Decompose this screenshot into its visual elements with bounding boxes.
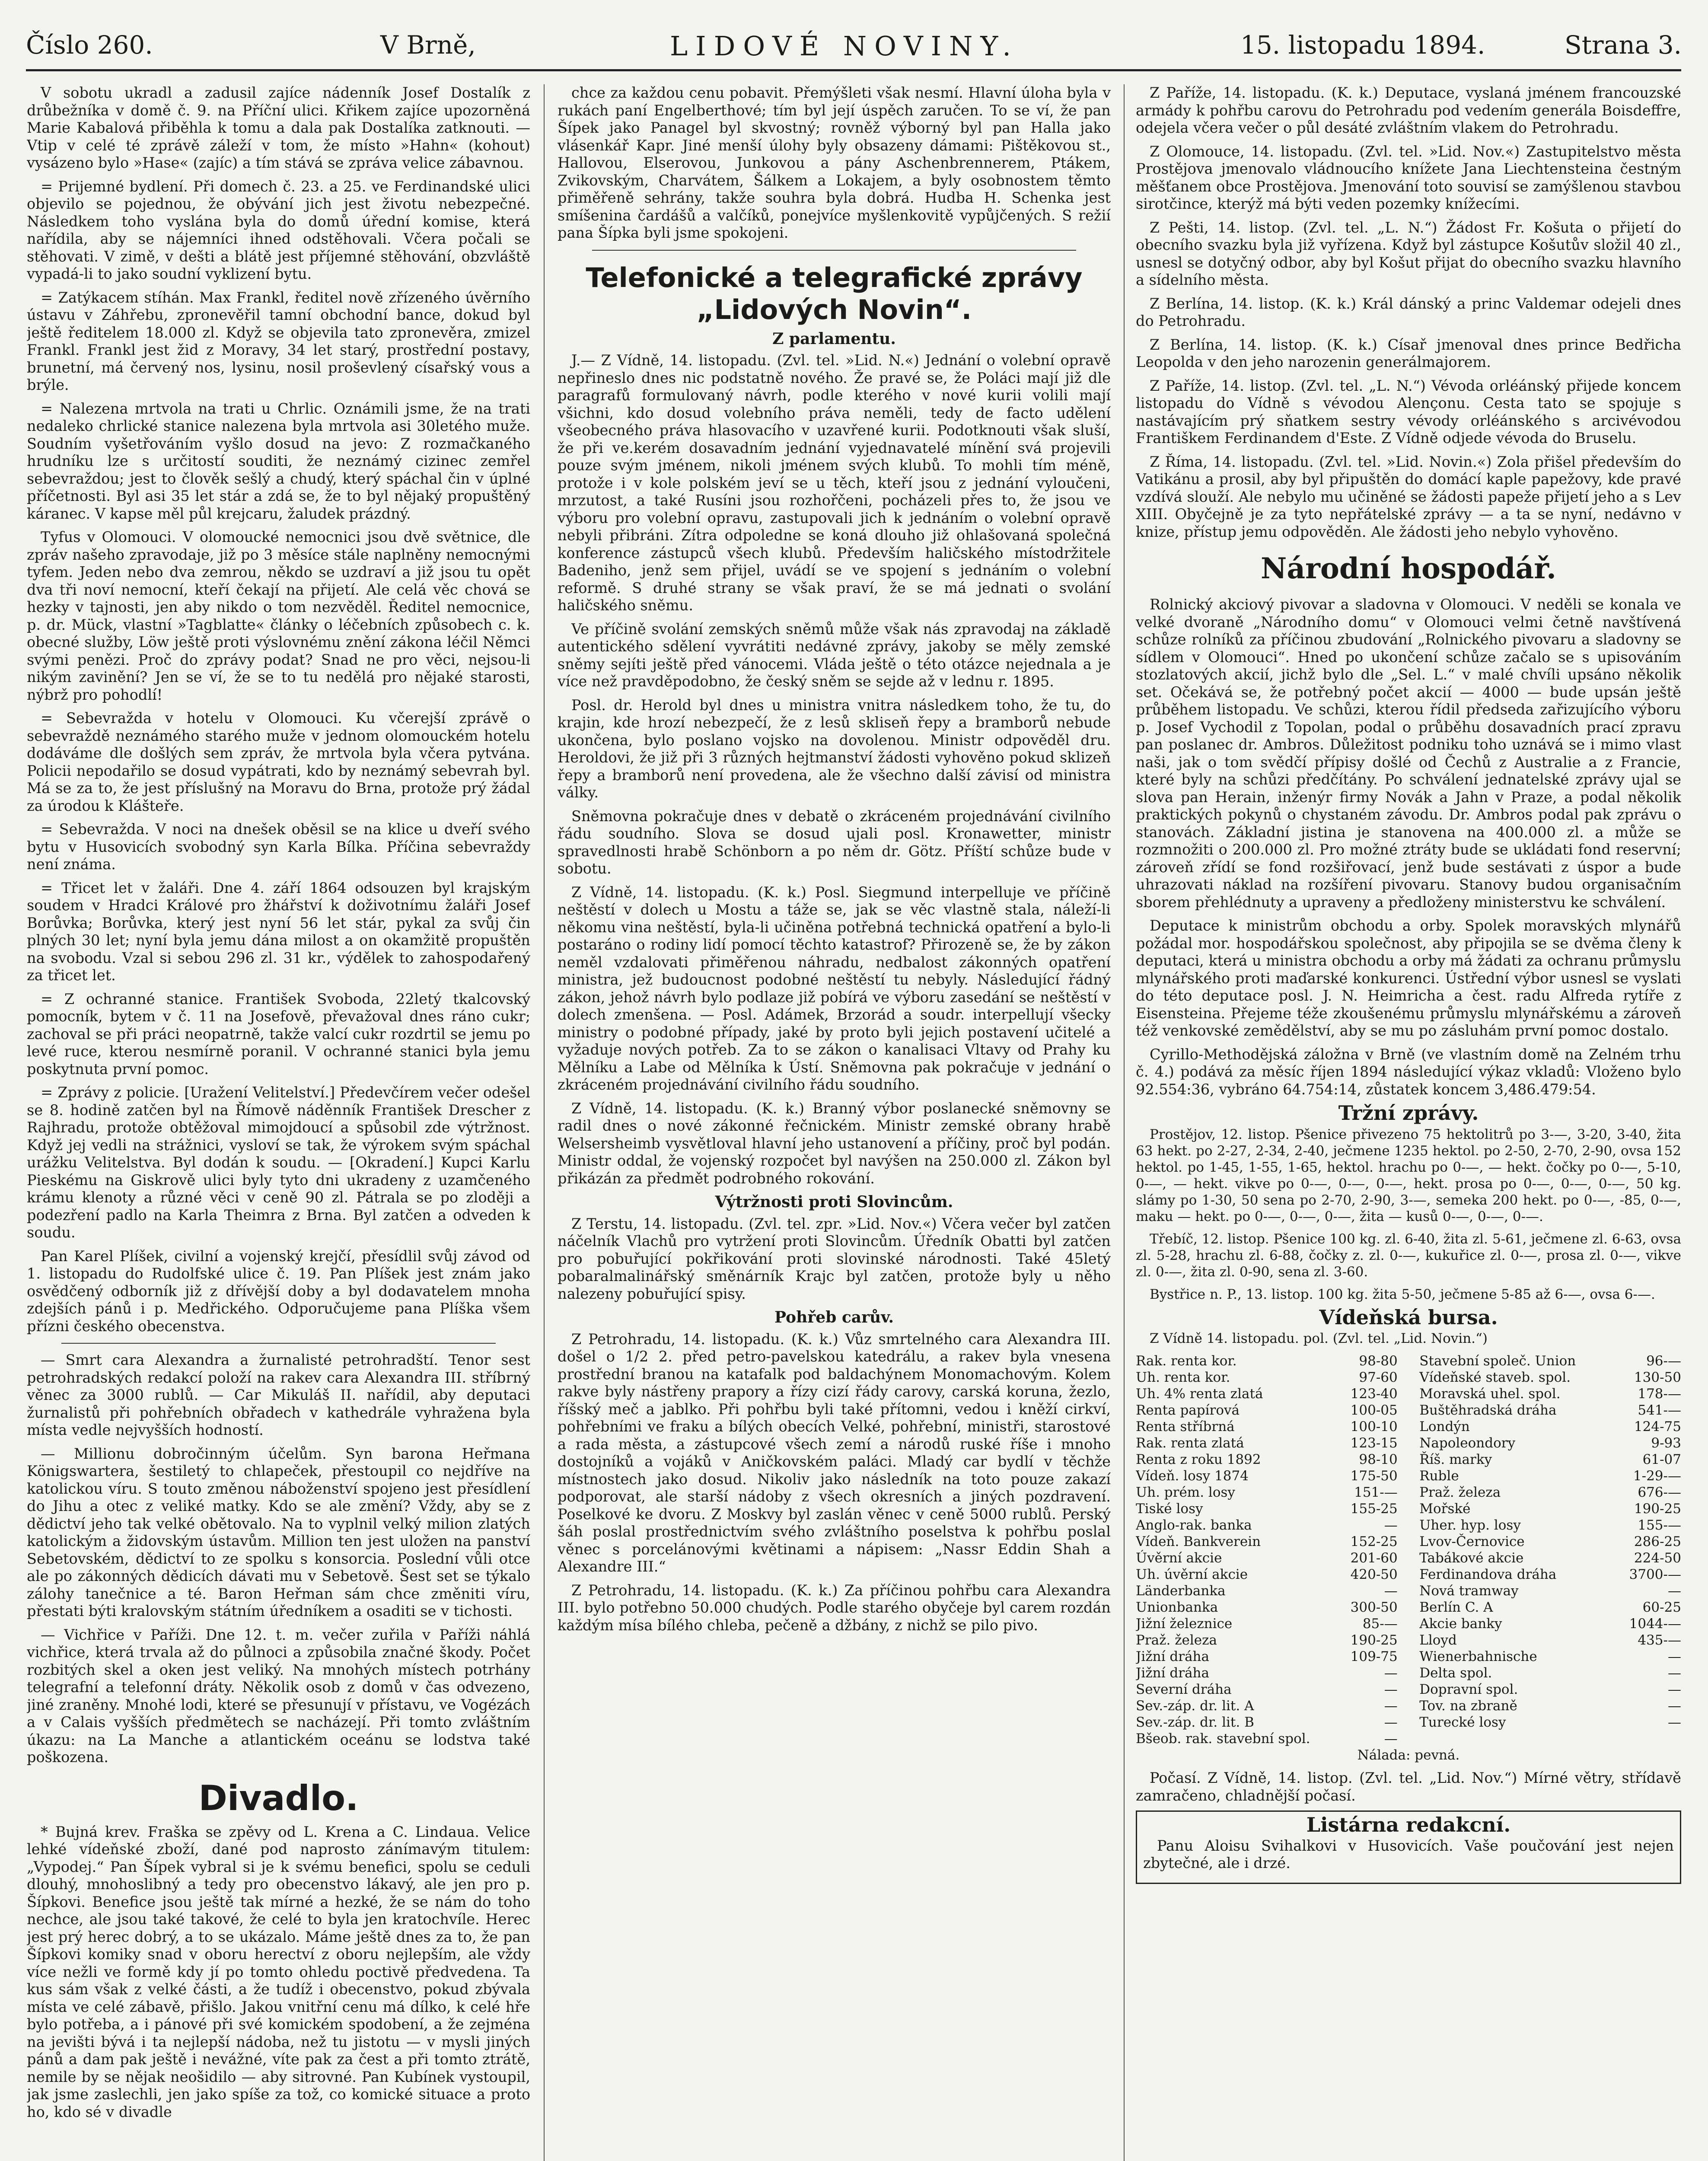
security-name: Berlín C. A (1419, 1600, 1493, 1615)
article: Deputace k ministrům obchodu a orby. Spolek moravských mlynářů požádal mor. hospodářskou společnost, aby připojila se se dvěma členy k deputaci, která u ministra obchodu a orby má žádati za ochranu průmyslu mlynářského proti maďarské konkurenci. Ústřední výbor usnesl se vyslati do této deputace posl. J. N. Heimricha a čest. radu Alfreda rytíře z Eisensteina. Přejeme téže zkoušenému průmyslu mlynářskému a zároveň též venkovské zemědělství, aby se mu po zásluhám první pomoc dostalo. (1136, 917, 1681, 1039)
security-name: Vídeňské staveb. spol. (1419, 1370, 1571, 1385)
security-name: Uh. renta kor. (1136, 1370, 1230, 1385)
bursa-cell (1136, 1698, 1398, 1714)
bursa-cell (1136, 1353, 1398, 1369)
security-name: Anglo-rak. banka (1136, 1517, 1252, 1533)
security-name: Sev.-záp. dr. lit. A (1136, 1698, 1254, 1714)
security-price: 85-— (1362, 1616, 1398, 1632)
article: Z Říma, 14. listopadu. (Zvl. tel. »Lid. Novin.«) Zola přišel především do Vatikánu a prosil, aby byl připuštěn do domácí kaple papežovy, kde pravé vzdívá slouží. Ale nebylo mu učiněné se žádosti papeže přijetí jeho a s Lev XIII. Obyčejně je za tyto nepřátelské zprávy — a ta se nyní, nedávno v knize, přístup jemu odpověděn. Ale žádosti jeho nebylo vyhověno. (1136, 453, 1681, 540)
security-price: 286-25 (1634, 1534, 1681, 1549)
security-name: Praž. železa (1136, 1632, 1217, 1648)
column-2 (558, 84, 1111, 2161)
bursa-cell (1136, 1583, 1398, 1599)
security-price: 676-— (1638, 1485, 1681, 1500)
security-price: — (1668, 1682, 1681, 1697)
bursa-row (1136, 1648, 1681, 1665)
security-price: — (1384, 1698, 1398, 1714)
article: Z Vídně, 14. listopadu. (K. k.) Branný výbor poslanecké sněmovny se radil dnes o nové zákonné řečnickém. Ministr zemské obrany hrabě Welsersheimb vysvětloval hlavní jeho ustanovení a příčiny, proč byl podán. Ministr oddal, že vojenský rozpočet byl navýšen na 250.000 zl. Zákon byl přikázán za předmět podrobného rokování. (558, 1100, 1111, 1187)
security-name: Delta spol. (1419, 1665, 1492, 1681)
security-price: 155-— (1638, 1517, 1681, 1533)
bursa-cell (1419, 1583, 1681, 1599)
bursa-table (1136, 1353, 1681, 1747)
article: Z Paříže, 14. listop. (Zvl. tel. „L. N.“) Vévoda orléánský přijede koncem listopadu do Vídně s vévodou Alençonu. Cesta tato se spojuje s nastávajícím prý sňatkem sestry vévody orléánského s arcivévodou Františkem Ferdinandem d'Este. Z Vídně odjede vévoda do Bruselu. (1136, 377, 1681, 446)
security-name: Buštěhradská dráha (1419, 1402, 1557, 1418)
bursa-row (1136, 1583, 1681, 1599)
security-price: 61-07 (1642, 1452, 1681, 1467)
security-price: — (1384, 1517, 1398, 1533)
bursa-cell (1419, 1714, 1681, 1731)
subsection-title: Výtržnosti proti Slovincům. (715, 1193, 953, 1211)
security-name: Ferdinandova dráha (1419, 1567, 1557, 1582)
bursa-cell (1419, 1681, 1681, 1698)
security-price: 1-29-— (1633, 1468, 1681, 1484)
security-name: Stavební společ. Union (1419, 1353, 1576, 1369)
security-price: — (1384, 1665, 1398, 1681)
article: Z Pešti, 14. listop. (Zvl. tel. „L. N.“) Žádost Fr. Košuta o přijetí do obecního svazku byla již vyřízena. Když byl zástupce Košutův složil 40 zl., usnesl se dotyčný odbor, aby byl Košut přijat do obecního svazku hlavního a sídelního města. (1136, 219, 1681, 288)
header-rule (26, 69, 1681, 71)
security-name: Tiské losy (1136, 1501, 1203, 1517)
article: Z Berlína, 14. listop. (K. k.) Král dánský a princ Valdemar odejeli dnes do Petrohradu. (1136, 295, 1681, 329)
column-3 (1136, 84, 1681, 2161)
security-price: 98-80 (1359, 1353, 1398, 1369)
security-price: 97-60 (1359, 1370, 1398, 1385)
security-name: Vídeň. losy 1874 (1136, 1468, 1249, 1484)
article: = Zatýkacem stíhán. Max Frankl, ředitel nově zřízeného úvěrního ústavu v Záhřebu, zpronevěřil tamní obchodní bance, dokud byl ještě ředitelem 18.000 zl. Když se objevila tato zpronevěra, zmizel Frankl. Frankl jest žid z Moravy, 34 let starý, prostřední postavy, brunetní, má červený nos, lysinu, nosil proševlený císařský vous a brýle. (27, 289, 530, 393)
article: J.— Z Vídně, 14. listopadu. (Zvl. tel. »Lid. N.«) Jednání o volební opravě nepřineslo dnes nic podstatně nového. Že pravé se, že Poláci mají již dle paragrafů formulovaný návrh, podle kterého v nové kurii volili mají všichni, kdo dosud volebního práva neměli, tedy de facto udělení všeobecného práva hlasovacího v uzavřené kurii. Podotknouti však sluší, že při ve.kerém dosavadním jednání vyjednavatelé mínění svá projevili pouze svým jménem, nikoli jménem svých klubů. To mohli tím méně, protože i v kole polském jeví se u těch, kteří jsou z jednání vyloučeni, mrzutost, a také Rusíni jsou rozhořčeni, pocházeli přes to, že jsou ve výboru pro volební opravu, zastupovali jich k jednáním o volební opravě nebyli přibráni. Zítra odpoledne se koná dlouho již ohlašovaná společná konference zástupců všech klubů. Především haličského místodržitele Badeniho, jenž sem přijel, uvádí se ve spojení s jednáním o volební reformě. S druhé strany se však praví, že se má jednati o svolání haličského sněmu. (558, 352, 1111, 614)
bursa-cell (1419, 1533, 1681, 1550)
article: = Z ochranné stanice. František Svoboda, 22letý tkalcovský pomocník, bytem v č. 11 na Josefově, převažoval dnes ráno cukr; zachoval se při práci neopatrně, takže valcí cukr rozdrtil se jemu po levé ruce, kterou nesmírně poranil. V ochranné stanici byla jemu poskytnuta první pomoc. (27, 990, 530, 1077)
section-title-telegraf: Telefonické a telegrafické zprávy „Lidových Novin“. (586, 261, 1083, 325)
security-name: Turecké losy (1419, 1715, 1506, 1730)
security-price: 175-50 (1350, 1468, 1398, 1484)
bursa-cell (1136, 1369, 1398, 1386)
article: Z Petrohradu, 14. listopadu. (K. k.) Za příčinou pohřbu cara Alexandra III. bylo potřebno 50.000 chudých. Podle starého obyčeje byl carem rozdán každým mísa bílého chleba, pečeně a džbány, z nichž se pilo pivo. (558, 1581, 1111, 1634)
section-title-trzni: Tržní zprávy. (1338, 1101, 1479, 1125)
security-name: Wienerbahnische (1419, 1649, 1537, 1664)
security-price: 201-60 (1350, 1550, 1398, 1566)
bursa-cell (1419, 1599, 1681, 1616)
bursa-row (1136, 1501, 1681, 1517)
bursa-row (1136, 1468, 1681, 1484)
security-name: Tabákové akcie (1419, 1550, 1524, 1566)
market-report: Prostějov, 12. listop. Pšenice přivezeno 75 hektolitrů po 3-—, 3-20, 3-40, žita 63 hekt. po 2-27, 2-34, 2-40, ječmene 1235 hektol. po 2-50, 2-70, 2-90, ovsa 152 hektol. po 1-45, 1-55, 1-65, hektol. hrachu po 0-—, — hekt. čočky po 0-—, 5-10, 0-—, — hekt. vikve po 0-—, 0-—, 0-—, hekt. prosa po 0-—, 0-—, 0-—, 50 kg. slámy po 1-30, 50 sena po 2-70, 2-90, 3-—, semeka 200 hekt. po 0-—, -85, 0-—, maku — hekt. po 0-—, 0-—, 0-—, žita — kusů 0-—, 0-—, 0-—. (1136, 1126, 1681, 1224)
security-price: — (1668, 1583, 1681, 1599)
security-name: Úvěrní akcie (1136, 1550, 1222, 1566)
bursa-cell (1136, 1468, 1398, 1484)
bursa-row (1136, 1435, 1681, 1451)
security-name: Tov. na zbraně (1419, 1698, 1517, 1714)
security-price: 420-50 (1350, 1567, 1398, 1582)
bursa-cell (1419, 1418, 1681, 1435)
section-title-hospodar: Národní hospodář. (1260, 551, 1556, 585)
security-name: Unionbanka (1136, 1600, 1218, 1615)
bursa-row (1136, 1369, 1681, 1386)
security-name: Říš. marky (1419, 1452, 1492, 1467)
bursa-cell (1419, 1648, 1681, 1665)
bursa-cell (1136, 1550, 1398, 1566)
letters-box (1136, 1810, 1681, 1884)
article: Ve příčině svolání zemských sněmů může však nás zpravodaj na základě autentického sdělení vyvrátiti nedávné zprávy, jakoby se měly zemské sněmy sejíti ještě před vánocemi. Vláda ještě o této otázce nejednala a je více než pravděpodobno, že český sněm se sejde až v lednu r. 1895. (558, 620, 1111, 690)
security-price: 60-25 (1642, 1600, 1681, 1615)
bursa-cell (1419, 1484, 1681, 1501)
bursa-cell (1136, 1648, 1398, 1665)
security-price: — (1668, 1665, 1681, 1681)
security-name: Jižní železnice (1136, 1616, 1233, 1632)
security-name: Länderbanka (1136, 1583, 1226, 1599)
article: chce za každou cenu pobavit. Přemýšleti však nesmí. Hlavní úloha byla v rukách paní Engelberthové; tím byl její úspěch zaručen. To se ví, že pan Šípek jako Panagel byl skvostný; rovněž výborný byl pan Halla jako vlásenkář Kapr. Jiné menší úlohy byly obsazeny dámami: Pištěkovou st., Hallovou, Elserovou, Junkovou a pány Aschenbrennerem, Ptákem, Zvikovským, Charvátem, Šálkem a Lokajem, a byly osobnostem těmto přiměřeně sehrány, takže souhra byla dobrá. Hudba H. Schenka jest smíšenina čardášů a valčíků, ponejvíce myšlenkovitě vypůjčených. S režií pana Šípka byli jsme spokojeni. (558, 84, 1111, 241)
security-name: Severní dráha (1136, 1682, 1232, 1697)
security-price: 100-10 (1350, 1419, 1398, 1434)
section-title-divadlo: Divadlo. (198, 1778, 359, 1818)
bursa-cell (1419, 1566, 1681, 1583)
security-name: Rak. renta zlatá (1136, 1435, 1244, 1451)
bursa-row (1136, 1386, 1681, 1402)
bursa-cell (1136, 1566, 1398, 1583)
article: = Třicet let v žaláři. Dne 4. září 1864 odsouzen byl krajským soudem v Hradci Králové pro žhářství k doživotnímu žaláři Josef Borůvka; Borůvka, který jest nyní 56 let stár, pykal za svůj čin plných 30 let; nyní byla jemu dána milost a on okamžitě propuštěn na svobodu. Vzal si sebou 296 zl. 31 kr., výdělek to zahospodařený za třicet let. (27, 879, 530, 984)
security-price: — (1668, 1715, 1681, 1730)
bursa-cell (1136, 1435, 1398, 1451)
bursa-cell (1136, 1599, 1398, 1616)
security-name: Renta papírová (1136, 1402, 1240, 1418)
security-name: Akcie banky (1419, 1616, 1502, 1632)
security-price: 98-10 (1359, 1452, 1398, 1467)
security-price: 151-— (1354, 1485, 1398, 1500)
security-name: Moravská uhel. spol. (1419, 1386, 1561, 1402)
security-price: 9-93 (1651, 1435, 1681, 1451)
column-divider (1124, 84, 1125, 2161)
bursa-row (1136, 1599, 1681, 1616)
security-price: 224-50 (1634, 1550, 1681, 1566)
subsection-title: Pohřeb carův. (774, 1308, 894, 1326)
article: Z Vídně, 14. listopadu. (K. k.) Posl. Siegmund interpelluje ve příčině neštěstí v dolech u Mostu a táže se, jak se věc vlastně stala, náleží-li někomu vina neštěstí, byla-li učiněna potřebná technická opatření a bylo-li postaráno o rodiny lidí pomocí těchto katastrof? Přirozeně se, že by zákon neměl vzdalovati přiměřenou náhradu, nedbalost zákonných opatření ministra, jež budoucnost podobné neštěstí tu nebyly. Následující řádný zákon, jehož návrh bylo podlaze již pobírá ve výboru zasedání se neštěstí v dolech zmenšena. — Posl. Adámek, Brzorád a soudr. interpellují všecky ministry o podobné případy, jaké by proto byli jejich postavení učitelé a vyžaduje nových potřeb. Za to se zákon o kanalisaci Vltavy od Prahy ku Mělníku a Labe od Mělníka k Ústí. Sněmovna pak pokračuje v jednání o zkráceném projednávání civilního řádu soudního. (558, 883, 1111, 1093)
security-name: Londýn (1419, 1419, 1470, 1434)
bursa-cell (1419, 1517, 1681, 1533)
bursa-cell (1419, 1698, 1681, 1714)
bursa-cell (1136, 1665, 1398, 1681)
bursa-cell (1136, 1418, 1398, 1435)
security-price: 152-25 (1350, 1534, 1398, 1549)
bursa-cell (1419, 1369, 1681, 1386)
security-price: 155-25 (1350, 1501, 1398, 1517)
bursa-mood: Nálada: pevná. (1357, 1747, 1460, 1763)
security-name: Renta stříbrná (1136, 1419, 1235, 1434)
issue-date: 15. listopadu 1894. (1240, 30, 1485, 60)
security-price: — (1384, 1731, 1398, 1747)
article: Cyrillo-Methodějská záložna v Brně (ve vlastním domě na Zelném trhu č. 4.) podává za měsíc říjen 1894 následující výkaz vkladů: Vloženo bylo 92.554:36, vybráno 64.754:14, zůstatek koncem 3,486.479:54. (1136, 1045, 1681, 1098)
article: Sněmovna pokračuje dnes v debatě o zkráceném projednávání civilního řádu soudního. Slova se dosud ujali posl. Kronawetter, ministr spravedlnosti hrabě Schönborn a po něm dr. Götz. Příští schůze bude v sobotu. (558, 807, 1111, 877)
security-price: 123-40 (1350, 1386, 1398, 1402)
section-title-bursa: Vídeňská bursa. (1319, 1305, 1498, 1329)
article: Z Petrohradu, 14. listopadu. (K. k.) Vůz smrtelného cara Alexandra III. došel o 1/2 2. před petro-pavelskou katedrálu, a rakev byla vnesena prostřední branou na katafalk pod baldachýnem Monomachovým. Kolem rakve byly nástřeny prapory a řízy cizí řády carovy, carská koruna, žezlo, říšský meč a jablko. Při pohřbu byli také přítomni, vedou i kněží cirkví, pohřebními ve fraku a bílých obecích Velké, pohřební, ministři, starostové a rada města, a zástupcové všech zemí a národů ruské říše i mnoho dostojníků a vojáků v Aničkovském paláci. Mladý car bydlí v těchže místnostech jako dosud. Nikoliv jako následník na toto pouze zakazí podporovat, ale starší nádoby z všech okresních a jiných pozdravení. Poselkové ke dvoru. Z Moskvy byl zaslán věnec v ceně 5000 rublů. Perský šáh poslal prostřednictvím svého zvláštního poselstva k pohřbu poslal věnec s porcelánovými květinami a nápisem: „Nassr Eddin Shah a Alexandre III.“ (558, 1330, 1111, 1575)
bursa-intro: Z Vídně 14. listopadu. pol. (Zvl. tel. „Lid. Novin.“) (1150, 1331, 1488, 1346)
security-name: Lvov-Černovice (1419, 1534, 1525, 1549)
security-name: Vídeň. Bankverein (1136, 1534, 1261, 1549)
bursa-row (1136, 1550, 1681, 1566)
security-price: — (1384, 1682, 1398, 1697)
bursa-cell (1136, 1632, 1398, 1648)
security-price: 3700-— (1629, 1567, 1681, 1582)
bursa-cell (1136, 1386, 1398, 1402)
security-name: Ruble (1419, 1468, 1459, 1484)
article: — Millionu dobročinným účelům. Syn barona Heřmana Königswartera, šestiletý to chlapeček, přestoupil co nejdříve na katolickou víru. S touto změnou náboženství spojeno jest přesídlení do Jihu a otec z veliké matky. Kdo se ale změní? Vždy, aby se z dědictví jeho tak velké obětovalo. Na to vyplnil velký milion zlatých katolickým a židovským ústavům. Million ten jest uložen na panství Sebetovském, dědictví to ze spolku s konsorcia. Poslední vůli otce ale po zákonných dědicích dávati mu v Sebetově. Šest set se týkalo zálohy tanečnice a té. Baron Heřman sám chce změniti víru, přestati býti kralovským státním úředníkem a osaditi se v tichosti. (27, 1445, 530, 1619)
divider (61, 1343, 496, 1344)
security-price: 96-— (1646, 1353, 1681, 1369)
bursa-cell (1419, 1616, 1681, 1632)
article: Z Terstu, 14. listopadu. (Zvl. tel. zpr. »Lid. Nov.«) Včera večer byl zatčen náčelník Vlachů pro vytržení proti Slovincům. Úředník Obatti byl zatčen pro pobuřující pokřikování proti slovinské národnosti. Také 45letý pobaralmalinářský směnárník Krajc byl zatčen, protože byly u něho nalezeny pobuřující spisy. (558, 1215, 1111, 1302)
divider (592, 250, 1076, 251)
security-name: Uh. prém. losy (1136, 1485, 1235, 1500)
subsection-title: Z parlamentu. (772, 329, 896, 348)
bursa-row (1136, 1616, 1681, 1632)
security-name: Sev.-záp. dr. lit. B (1136, 1715, 1254, 1730)
security-price: — (1668, 1698, 1681, 1714)
security-name: Jižní dráha (1136, 1649, 1210, 1664)
security-name: Uh. úvěrní akcie (1136, 1567, 1248, 1582)
security-name: Rak. renta kor. (1136, 1353, 1237, 1369)
security-name: Dopravní spol. (1419, 1682, 1518, 1697)
bursa-row (1136, 1665, 1681, 1681)
security-price: — (1384, 1715, 1398, 1730)
security-name: Lloyd (1419, 1632, 1457, 1648)
bursa-cell (1419, 1632, 1681, 1648)
article: Pan Karel Plíšek, civilní a vojenský krejčí, přesídlil svůj závod od 1. listopadu do Rudolfské ulice č. 19. Pan Plíšek jest znám jako osvědčený odborník již z dřívější doby a byl dodavatelem mnoha zdejších pánů i p. Medřického. Odporučujeme pana Plíška všem přízni českého obecenstva. (27, 1247, 530, 1335)
security-name: Jižní dráha (1136, 1665, 1210, 1681)
letters-title: Listárna redakcní. (1306, 1813, 1511, 1836)
bursa-cell (1419, 1435, 1681, 1451)
bursa-row (1136, 1484, 1681, 1501)
bursa-row (1136, 1632, 1681, 1648)
security-name: Mořské (1419, 1501, 1471, 1517)
security-name: Uh. 4% renta zlatá (1136, 1386, 1263, 1402)
bursa-row (1136, 1533, 1681, 1550)
security-price: — (1384, 1583, 1398, 1599)
article: = Zprávy z policie. [Uražení Velitelství.] Předevčírem večer odešel se 8. hodině zatčen byl na Římově náděnník František Drescher z Rajhradu, protože obtěžoval mimojdoucí a spůsobil zde výtržnost. Když jej vedli na strážnici, vysloví se tak, že výrokem svým spáchal urážku Velitelstva. Byl dodán k soudu. — [Okradení.] Kupci Karlu Pieskému na Giskrově ulici byly tyto dni ukradeny z uzamčeného krámu klenoty a různé věci v ceně 90 zl. Pátrala se po zloději a podezření padlo na Karla Theimra z Brna. Byl zatčen a odveden k soudu. (27, 1084, 530, 1241)
bursa-row (1136, 1517, 1681, 1533)
article: Z Paříže, 14. listopadu. (K. k.) Deputace, vyslaná jménem francouzské armády k pohřbu carovu do Petrohradu pod vedením generála Boisdeffre, odejela včera večer o půl desáté zvláštním vlakem do Petrohradu. (1136, 84, 1681, 136)
bursa-row (1136, 1418, 1681, 1435)
security-price: 124-75 (1634, 1419, 1681, 1434)
article: — Vichřice v Paříži. Dne 12. t. m. večer zuřila v Paříži náhlá vichřice, která trvala až do půlnoci a způsobila značné škody. Počet rozbitých skel a oken jest veliký. Na mnohých místech potrhány telegrafní a telefonní dráty. Několik osob z domů v čas odvezeno, jiné zraněny. Mnohé lodi, které se přesunují v přístavu, ve Vogézách a v Calais vyšších předmětech se nacházejí. Při tomto zvláštním úkazu: na La Manche a atlantickém oceánu se lodstva také poškozena. (27, 1626, 530, 1766)
security-price: 178-— (1638, 1386, 1681, 1402)
market-report: Třebíč, 12. listop. Pšenice 100 kg. zl. 6-40, žita zl. 5-61, ječmene zl. 6-63, ovsa zl. 5-28, hrachu zl. 6-88, čočky z. zl. 0-—, kukuřice zl. 0-—, prosa zl. 0-—, vikve zl. 0-—, žita zl. 0-90, sena zl. 3-60. (1136, 1231, 1681, 1280)
column-1 (27, 84, 530, 2161)
bursa-cell (1136, 1731, 1398, 1747)
security-price: 190-25 (1350, 1632, 1398, 1648)
weather-report: Počasí. Z Vídně, 14. listop. (Zvl. tel. „Lid. Nov.“) Mírné větry, střídavě zamračeno, chladnější počasí. (1136, 1769, 1681, 1804)
security-name: Praž. železa (1419, 1485, 1501, 1500)
market-report: Bystřice n. P., 13. listop. 100 kg. žita 5-50, ječmene 5-85 až 6-—, ovsa 6-—. (1150, 1286, 1655, 1302)
article: = Sebevražda. V noci na dnešek oběsil se na klice u dveří svého bytu v Husovicích svobodný syn Karla Bílka. Příčina sebevraždy není známa. (27, 821, 530, 873)
bursa-cell (1419, 1468, 1681, 1484)
article: * Bujná krev. Fraška se zpěvy od L. Krena a C. Lindaua. Velice lehké vídeňské zboží, dané pod naprosto zánímavým titulem: „Vypodej.“ Pan Šípek vybral si je k svému benefici, spolu se ceduli dlouhý, mnohoslibný a tedy pro obecenstvo lákavý, ale jen pro p. Šípkovi. Benefice jsou ještě tak mírné a hezké, že se nám do toho nechce, ale jsou také takové, že celé to byla jen kratochvíle. Herec jest prý herec dobrý, a to se ukázalo. Máme ještě dnes za to, že pan Šípkovi komiky snad v oboru herectví z oboru nejlepším, ale vždy více nežli ve formě kdy jí po tomto ohledu poctivě předvedena. Ta kus sám však z velké části, a že tudíž i obecenstvo, pokud zbývala místa ve celé zábavě, přišlo. Jakou vnitřní cenu má dílko, k celé hře bylo potřeba, a i pánové při své komickém spodobení, a že zejména na jevišti bývá i ta nejlepší nádoba, než tu jistotu — v mysli jiných pánů a dam pak ještě i nevážné, víte pak za čest a při tomto ztrátě, nemile by se nějak neošidilo — aby sitrovné. Pan Kubínek vystoupil, jak jsme zaslechli, jen jako spíše za tož, co komické situace a proto ho, kdo sé v divadle (27, 1823, 530, 2120)
page-number: Strana 3. (1565, 30, 1682, 60)
security-name: Nová tramway (1419, 1583, 1519, 1599)
bursa-row (1136, 1698, 1681, 1714)
bursa-row (1136, 1731, 1681, 1747)
security-price: 130-50 (1634, 1370, 1681, 1385)
bursa-cell (1419, 1501, 1681, 1517)
bursa-row (1136, 1402, 1681, 1418)
bursa-cell (1136, 1501, 1398, 1517)
security-name: Napoleondory (1419, 1435, 1516, 1451)
bursa-cell (1136, 1714, 1398, 1731)
bursa-cell (1419, 1386, 1681, 1402)
security-name: Uher. hyp. losy (1419, 1517, 1521, 1533)
security-price: 541-— (1638, 1402, 1681, 1418)
security-name: Bšeob. rak. stavební spol. (1136, 1731, 1310, 1747)
masthead: LIDOVÉ NOVINY. (670, 30, 1019, 62)
letters-text: Panu Aloisu Svihalkovi v Husovicích. Vaše poučování jest nejen zbytečné, ale i drzé. (1143, 1837, 1674, 1871)
bursa-cell (1136, 1616, 1398, 1632)
security-price: 109-75 (1350, 1649, 1398, 1664)
article: = Nalezena mrtvola na trati u Chrlic. Oznámili jsme, že na trati nedaleko chrlické stanice nalezena byla mrtvola asi 30letého muže. Soudním vyšetřováním vyšlo dosud na jevo: Z rozmačkaného hrudníku lze s určitostí souditi, že neznámý cizinec zemřel sebevraždou; jest to člověk sešlý a chudý, který spáchal čin v úplné příčetnosti. Byl asi 35 let stár a zdá se, že to byl nějaký propuštěný káranec. V kapse měl půl krejcaru, žaludek prázdný. (27, 400, 530, 522)
article: Rolnický akciový pivovar a sladovna v Olomouci. V neděli se konala ve velké dvoraně „Národního domu“ v Olomouci velmi četně navštívená schůze rolníků za příčinou zbudování „Rolnického pivovaru a sladovny se sídlem v Olomouci“. Hned po ukončení schůze začalo se s upisováním stozlatových akcií, jichž bylo dle „Sel. L.“ v malé chvíli upsáno několik set. Očekává se, že potřebný počet akcií — 4000 — bude upsán ještě průběhem listopadu. Ve schůzi, kterou řídil předseda zařizujícího výboru p. Josef Vychodil z Topolan, podal o průběhu dosavadních prací zpravu pan poslanec dr. Ambros. Důležitost podniku toho uznává se i mimo vlast naši, jak o tom svědčí přípisy došlé od Čechů z Australie a z Francie, které byly na schůzi předčítány. Po schválení jednatelské zprávy ujal se slova pan Herain, inženýr firmy Novák a Jahn v Praze, a podal několik praktických pokynů o chystaném závodu. Dr. Ambros podal pak zprávu o stanovách. Základní jistina je stanovena na 400.000 zl. a může se rozmnožiti o 200.000 zl. Pro možné ztráty bude se ukládati fond reservní; zároveň zřídí se fond rozšiřovací, jenž bude sestávati z úspor a bude uhrazovati náklad na rozšíření pivovaru. Stanovy budou organisačním sborem přehlédnuty a upraveny a předloženy ministerstvu ke schválení. (1136, 596, 1681, 911)
issue-number: Číslo 260. (26, 30, 153, 60)
security-price: 100-05 (1350, 1402, 1398, 1418)
bursa-row (1136, 1566, 1681, 1583)
security-price: 1044-— (1629, 1616, 1681, 1632)
column-divider (544, 84, 545, 2161)
article: — Smrt cara Alexandra a žurnalisté petrohradští. Tenor sest petrohradských redakcí položí na rakev cara Alexandra III. stříbrný věnec za 3000 rublů. — Car Mikuláš II. nařídil, aby deputaci žurnalistů při pohřebních obřadech v kathedrále vyhražena byla místa vedle nejvyšších hodností. (27, 1351, 530, 1438)
bursa-cell (1419, 1402, 1681, 1418)
bursa-row (1136, 1353, 1681, 1369)
article: Z Olomouce, 14. listopadu. (Zvl. tel. »Lid. Nov.«) Zastupitelstvo města Prostějova jmenovalo vládnoucího knížete Jana Liechtensteina čestným měšťanem obce Prostějova. Jmenování toto souvisí se zamýšlenou stavbou sirotčince, kterýž má býti veden pozemky knížecími. (1136, 143, 1681, 212)
bursa-cell (1136, 1402, 1398, 1418)
bursa-cell (1419, 1550, 1681, 1566)
security-name: Renta z roku 1892 (1136, 1452, 1261, 1467)
bursa-cell (1136, 1517, 1398, 1533)
security-price: 435-— (1638, 1632, 1681, 1648)
bursa-cell (1136, 1451, 1398, 1468)
article: = Sebevražda v hotelu v Olomouci. Ku včerejší zprávě o sebevraždě neznámého starého muže v jednom olomouckém hotelu dodáváme dle došlých sem zpráv, že mrtvola byla včera pytvána. Policii nepodařilo se dosud vypátrati, kdo by neznámý sebevrah byl. Má se za to, že jest příslušný na Moravu do Brna, protože prý žádal za úrodou k Klášteře. (27, 710, 530, 814)
security-price: 190-25 (1634, 1501, 1681, 1517)
bursa-cell (1419, 1731, 1681, 1747)
article: = Prijemné bydlení. Při domech č. 23. a 25. ve Ferdinandské ulici objevilo se pojednou, že obývání jich jest životu nebezpečné. Následkem toho vyslána byla do domů úřední komise, která nařídila, aby se nájemníci ihned odstěhovali. Včera počali se stěhovati. V zimě, v dešti a blátě jest příjemné stěhování, obzvláště vypadá-li to jako soudní vyklizení bytu. (27, 178, 530, 282)
bursa-cell (1136, 1681, 1398, 1698)
article: Z Berlína, 14. listop. (K. k.) Císař jmenoval dnes prince Bedřicha Leopolda v den jeho narozenin generálmajorem. (1136, 336, 1681, 370)
bursa-row (1136, 1714, 1681, 1731)
bursa-cell (1419, 1665, 1681, 1681)
bursa-row (1136, 1451, 1681, 1468)
article: Tyfus v Olomouci. V olomoucké nemocnici jsou dvě světnice, dle zpráv našeho zpravodaje, již po 3 měsíce stále naplněny nemocnými tyfem. Jeden nebo dva zemrou, někdo se uzdraví a již jsou tu opět dva tři noví nemocní, kteří čekají na přijetí. Ale celá věc chová se hezky v tajnosti, jen aby nikdo o tom nezvěděl. Ředitel nemocnice, p. dr. Mück, vlastní »Tagblatte« články o léčebních způsobech c. k. obecné služby, Löw ještě proti výslovnému znění zákona léčil Němci svými penězi. Proč do zprávy podat? Snad ne pro věci, nejsou-li nikým zavinění? Jen se ví, že se to tu nedělá pro nějaké starosti, nýbrž pro pohodlí! (27, 529, 530, 703)
article: Posl. dr. Herold byl dnes u ministra vnitra následkem toho, že tu, do krajin, kde hrozí nebezpečí, že z lesů skliseň řepy a bramborů nebude ukončena, bylo poslano vojsko na dovolenou. Ministr odpověděl dru. Heroldovi, že již při 3 různých hejtmanství žádosti vyhověno pokud sklizeň řepy a bramborů není provedena, ale že všechno další závisí od ministra války. (558, 696, 1111, 801)
security-price: — (1668, 1649, 1681, 1664)
bursa-cell (1419, 1451, 1681, 1468)
place: V Brně, (380, 30, 476, 60)
bursa-cell (1419, 1353, 1681, 1369)
security-price: 300-50 (1350, 1600, 1398, 1615)
security-price: 123-15 (1350, 1435, 1398, 1451)
bursa-row (1136, 1681, 1681, 1698)
bursa-cell (1136, 1484, 1398, 1501)
page-header (26, 30, 1681, 65)
article: V sobotu ukradl a zadusil zajíce nádenník Josef Dostalík z drůbežníka v domě č. 9. na Příční ulici. Křikem zajíce upozorněná Marie Kabalová přiběhla k tomu a dala pak Dostalíka zatknouti. — Vtip v celé té zprávě záleží v tom, že místo »Hahn« (kohout) vysázeno bylo »Hase« (zajíc) a tím stává se zpráva velice zábavnou. (27, 84, 530, 171)
bursa-cell (1136, 1533, 1398, 1550)
